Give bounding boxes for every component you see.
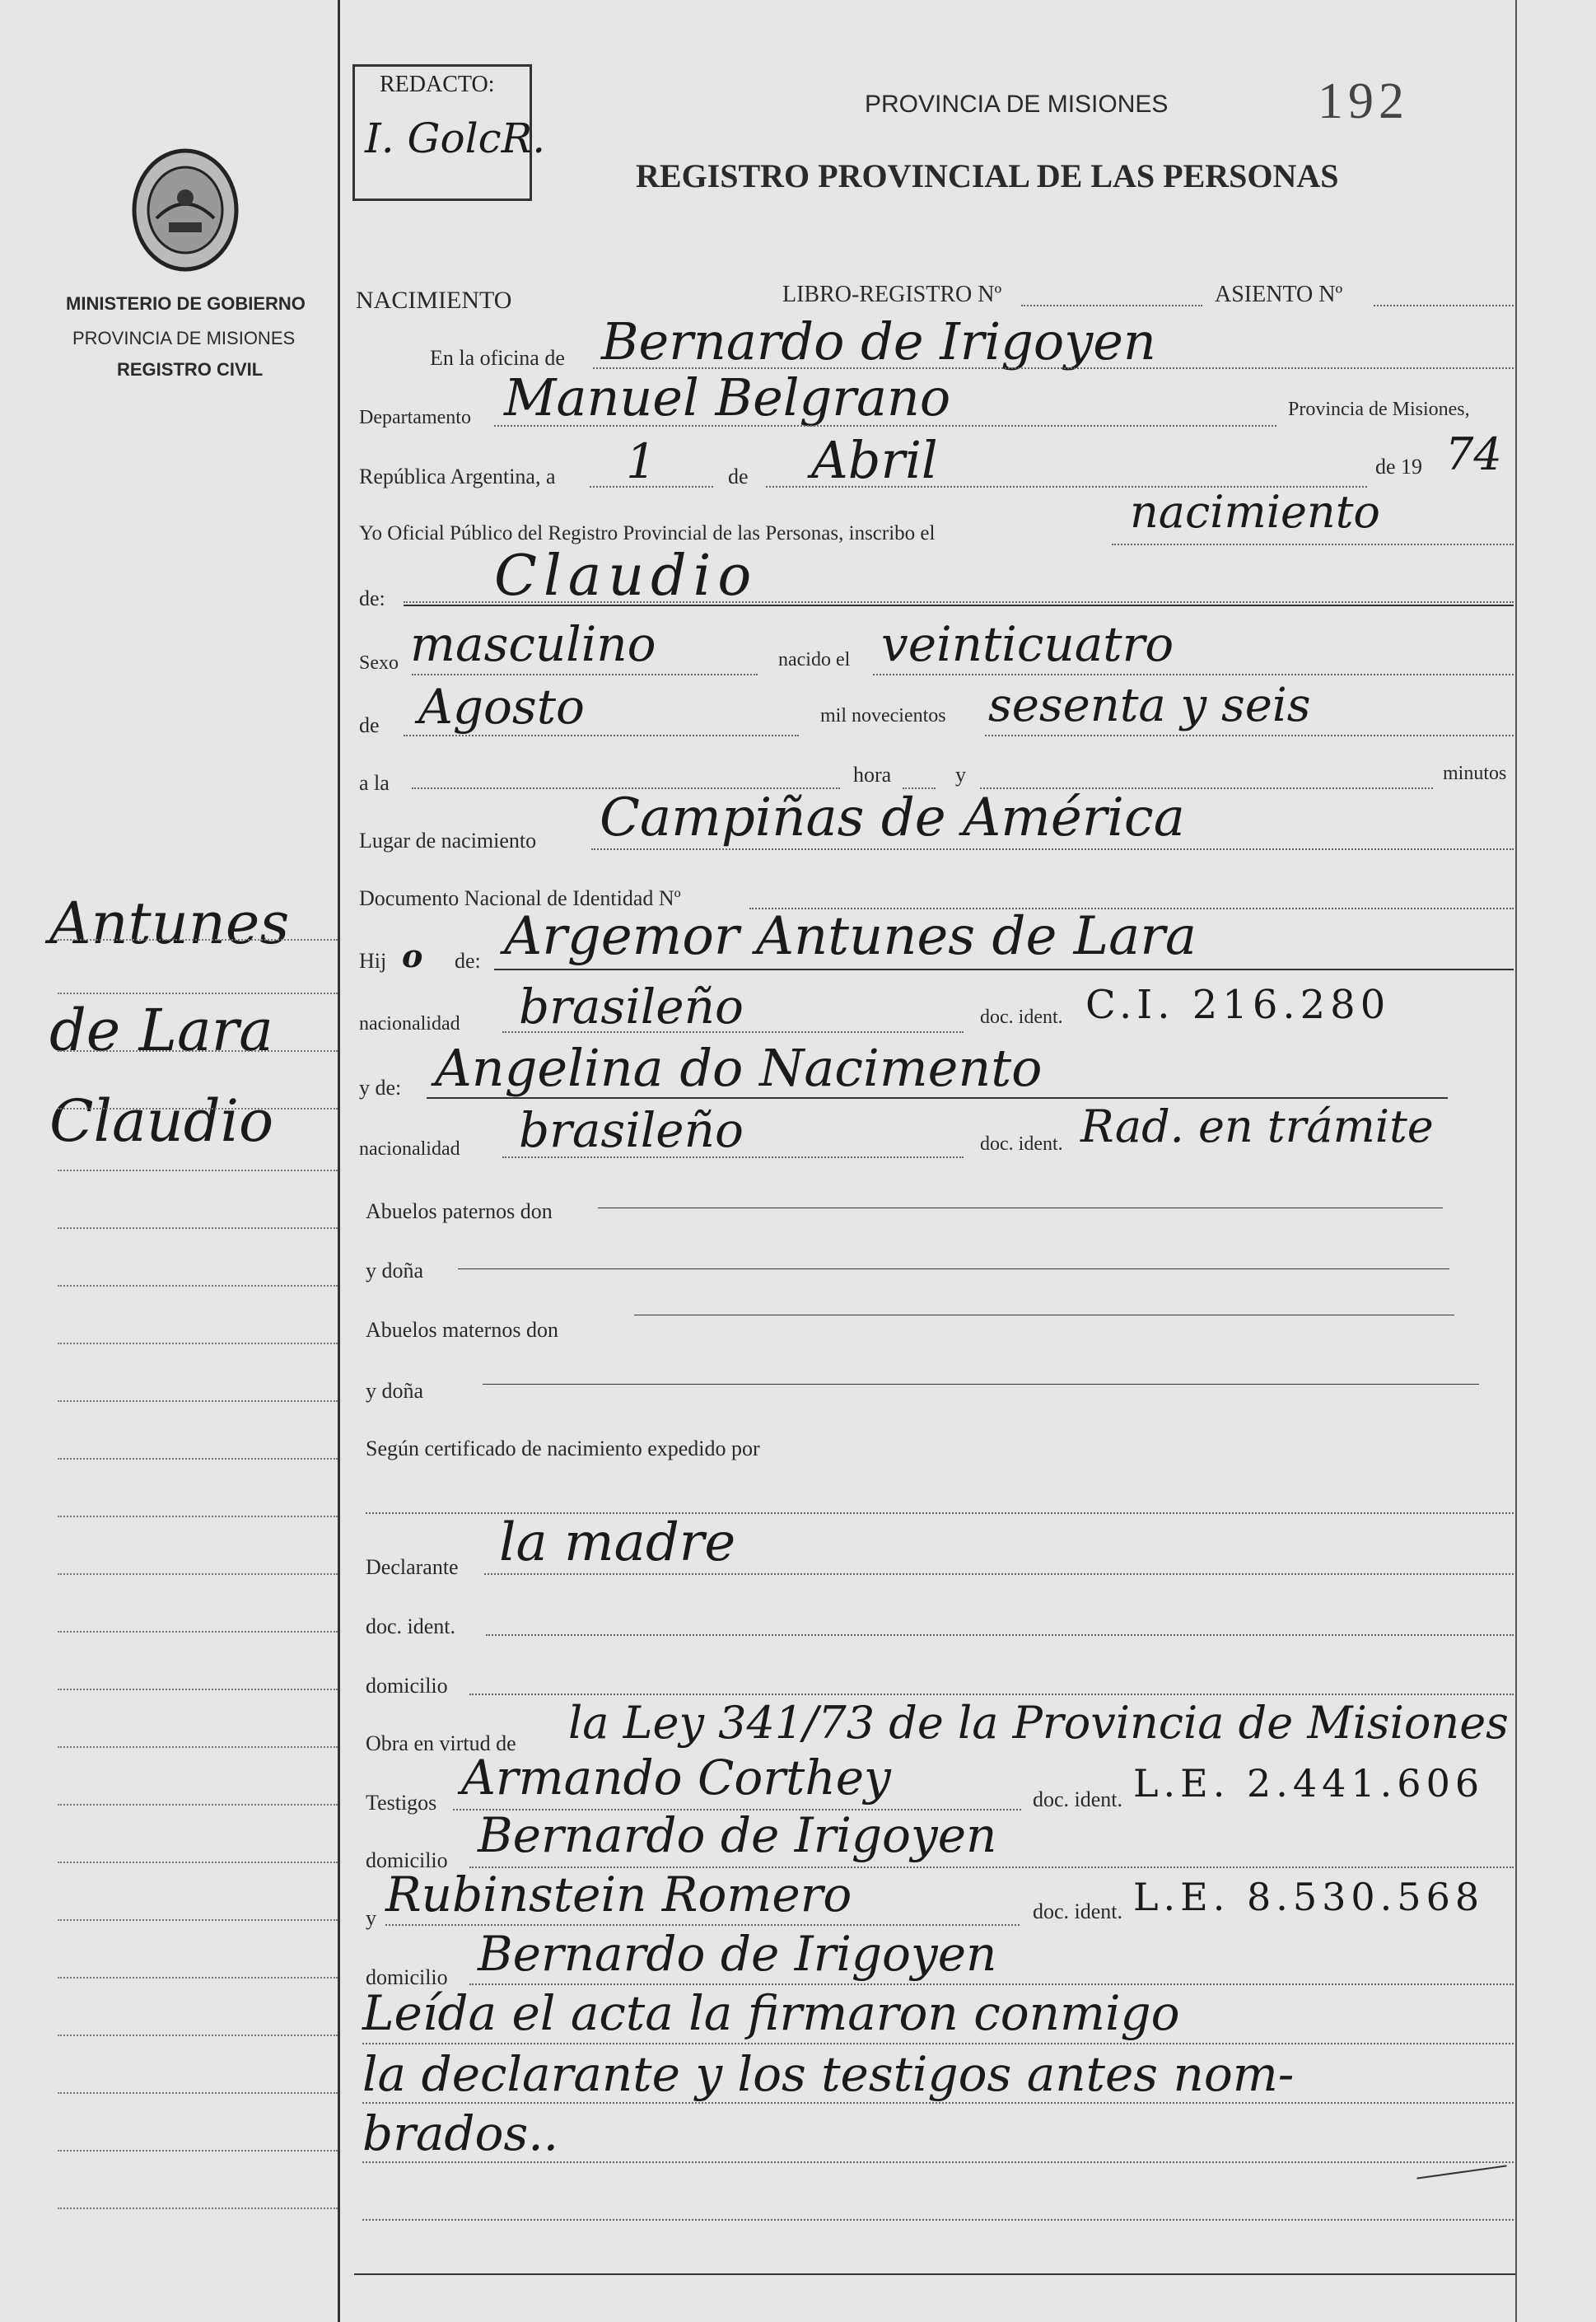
margin-line	[58, 1400, 338, 1402]
margin-surname-line1: Antunes	[49, 890, 290, 957]
doc3-value: L.E. 2.441.606	[1133, 1761, 1485, 1806]
doc2-label: doc. ident.	[980, 1133, 1063, 1155]
margin-line	[58, 1343, 338, 1344]
hijo-label: Hij	[359, 949, 387, 973]
madre-value: Argemor Antunes de Lara	[504, 906, 1197, 967]
provincial-seal-icon	[124, 140, 247, 280]
docident-label: doc. ident.	[366, 1614, 456, 1638]
yde-label: y de:	[359, 1076, 402, 1100]
nac1-value: brasileño	[519, 979, 744, 1035]
segun-label: Según certificado de nacimiento expedido por	[366, 1437, 760, 1460]
dom2-value: Bernardo de Irigoyen	[478, 1926, 997, 1982]
margin-given-name: Claudio	[49, 1087, 274, 1155]
padre-line	[427, 1097, 1448, 1099]
nombre-line	[404, 601, 1514, 603]
redacto-stamp	[352, 64, 546, 201]
nacido-value: veinticuatro	[881, 616, 1174, 672]
departamento-line	[494, 425, 1276, 427]
bottom-rule	[354, 2273, 1515, 2275]
dom2-label: domicilio	[366, 1965, 448, 1989]
nacido-line	[873, 674, 1514, 675]
de2-label: de:	[359, 586, 385, 610]
testigos-label: Testigos	[366, 1791, 437, 1815]
madre-line	[494, 969, 1514, 970]
declarante-value: la madre	[499, 1512, 736, 1573]
testigo2-value: Rubinstein Romero	[385, 1866, 852, 1923]
nacido-label: nacido el	[778, 649, 851, 670]
nota-line2: la declarante y los testigos antes nom-	[362, 2046, 1295, 2102]
doc1-value: C.I. 216.280	[1085, 982, 1391, 1028]
doc4-label: doc. ident.	[1033, 1899, 1123, 1923]
minutos-label: minutos	[1443, 763, 1507, 784]
mes-nac-line	[404, 735, 799, 736]
nombre-underline	[404, 605, 1514, 606]
margin-line	[58, 1631, 338, 1633]
margin-line	[58, 1862, 338, 1863]
abmat-label: Abuelos maternos don	[366, 1318, 558, 1342]
padre-value: Angelina do Nacimento	[435, 1038, 1043, 1098]
lugar-value: Campiñas de América	[600, 787, 1185, 848]
margin-line	[58, 1458, 338, 1460]
margin-line	[58, 2092, 338, 2094]
asiento-line	[1374, 305, 1514, 306]
hijo-de-label: de:	[455, 949, 481, 973]
libro-line	[1021, 305, 1202, 306]
folio-number: 192	[1318, 73, 1409, 129]
margin-line	[58, 993, 338, 994]
doc3-label: doc. ident.	[1033, 1787, 1123, 1811]
sexo-label: Sexo	[359, 652, 399, 674]
margin-line	[58, 1804, 338, 1806]
provincia-label: Provincia de Misiones,	[1288, 399, 1470, 420]
ydona2-label: y doña	[366, 1379, 424, 1403]
oficina-label: En la oficina de	[430, 346, 565, 370]
sexo-line	[412, 674, 758, 675]
mil-label: mil novecientos	[820, 705, 946, 727]
obra-label: Obra en virtud de	[366, 1731, 516, 1755]
de3-label: de	[359, 713, 380, 737]
ydona2-line	[483, 1384, 1479, 1385]
nota-line3: brados..	[362, 2105, 559, 2161]
margin-line	[58, 1689, 338, 1690]
testigo1-value: Armando Corthey	[461, 1750, 891, 1806]
domicilio-label: domicilio	[366, 1674, 448, 1698]
provincia-header: PROVINCIA DE MISIONES	[865, 91, 1169, 118]
dia-value: 1	[626, 433, 656, 489]
declarante-label: Declarante	[366, 1555, 459, 1579]
doc2-value: Rad. en trámite	[1080, 1100, 1434, 1152]
departamento-label: Departamento	[359, 407, 471, 428]
obra-value: la Ley 341/73 de la Provincia de Misiones	[568, 1697, 1509, 1749]
lugar-line	[591, 848, 1514, 850]
nac1-line	[502, 1031, 964, 1033]
mil-value: sesenta y seis	[988, 679, 1311, 732]
redacto-title: REDACTO:	[380, 72, 495, 97]
nota-line1-rule	[362, 2043, 1514, 2044]
hora-label: hora	[853, 763, 892, 787]
provincia-left-label: PROVINCIA DE MISIONES	[72, 328, 296, 348]
dom1-label: domicilio	[366, 1848, 448, 1872]
nac2-line	[502, 1156, 964, 1158]
ydona1-line	[458, 1268, 1449, 1269]
declarante-line	[484, 1573, 1514, 1575]
margin-line	[58, 939, 338, 941]
margin-line	[58, 1108, 338, 1110]
margin-line	[58, 2208, 338, 2209]
anio-label: de 19	[1375, 455, 1423, 479]
right-edge	[1515, 0, 1517, 2322]
registro-header: REGISTRO PROVINCIAL DE LAS PERSONAS	[636, 157, 1339, 194]
ala-label: a la	[359, 771, 390, 795]
dia-line	[590, 486, 713, 488]
nota-line1: Leída el acta la firmaron conmigo	[362, 1985, 1180, 2041]
abpat-label: Abuelos paternos don	[366, 1199, 553, 1223]
anio-value: 74	[1445, 428, 1502, 480]
mes-value: Abril	[811, 430, 938, 490]
nac1-label: nacionalidad	[359, 1013, 460, 1035]
departamento-value: Manuel Belgrano	[504, 367, 951, 427]
margin-line	[58, 1170, 338, 1171]
dni-label: Documento Nacional de Identidad Nº	[359, 886, 681, 910]
y-label: y	[955, 763, 966, 787]
asiento-label: ASIENTO Nº	[1215, 282, 1343, 307]
margin-line	[58, 1573, 338, 1575]
margin-line	[58, 2035, 338, 2036]
oficina-value: Bernardo de Irigoyen	[601, 311, 1156, 371]
mes-nac-value: Agosto	[418, 679, 585, 735]
yo-label: Yo Oficial Público del Registro Provincial de las Personas, inscribo el	[359, 522, 936, 544]
libro-label: LIBRO-REGISTRO Nº	[782, 282, 1002, 307]
margin-line	[58, 1227, 338, 1229]
redacto-initials: I. GolcR.	[365, 114, 546, 162]
mil-line	[985, 735, 1514, 736]
margin-line	[58, 1285, 338, 1287]
domicilio-line	[469, 1694, 1514, 1695]
inscribo-value: nacimiento	[1130, 486, 1380, 538]
nota-line4-rule	[362, 2219, 1514, 2221]
hijo-suffix: o	[402, 937, 423, 974]
nombre-value: Claudio	[494, 544, 758, 609]
margin-line	[58, 1977, 338, 1979]
margin-line	[58, 1746, 338, 1748]
sexo-value: masculino	[410, 616, 656, 672]
margin-line	[58, 1050, 338, 1052]
margin-divider	[338, 0, 340, 2322]
registro-civil-label: REGISTRO CIVIL	[117, 359, 264, 380]
nac2-label: nacionalidad	[359, 1138, 460, 1160]
inscribo-line	[1112, 544, 1514, 545]
republica-label: República Argentina, a	[359, 465, 556, 488]
docident-line	[486, 1634, 1514, 1636]
doc4-value: L.E. 8.530.568	[1133, 1875, 1485, 1919]
doc1-label: doc. ident.	[980, 1007, 1063, 1028]
closing-dash	[1416, 2165, 1506, 2179]
lugar-label: Lugar de nacimiento	[359, 829, 537, 853]
de-label: de	[728, 465, 749, 488]
margin-line	[58, 2150, 338, 2151]
margin-line	[58, 1516, 338, 1517]
nota-line2-rule	[362, 2102, 1514, 2104]
nota-line3-rule	[362, 2161, 1514, 2163]
dom1-value: Bernardo de Irigoyen	[478, 1807, 997, 1863]
y2-label: y	[366, 1906, 376, 1930]
ydona1-label: y doña	[366, 1259, 424, 1282]
margin-surname-line2: de Lara	[49, 997, 273, 1064]
nacimiento-header: NACIMIENTO	[356, 287, 512, 314]
ministerio-label: MINISTERIO DE GOBIERNO	[66, 293, 306, 314]
nac2-value: brasileño	[519, 1102, 744, 1158]
margin-line	[58, 1919, 338, 1921]
